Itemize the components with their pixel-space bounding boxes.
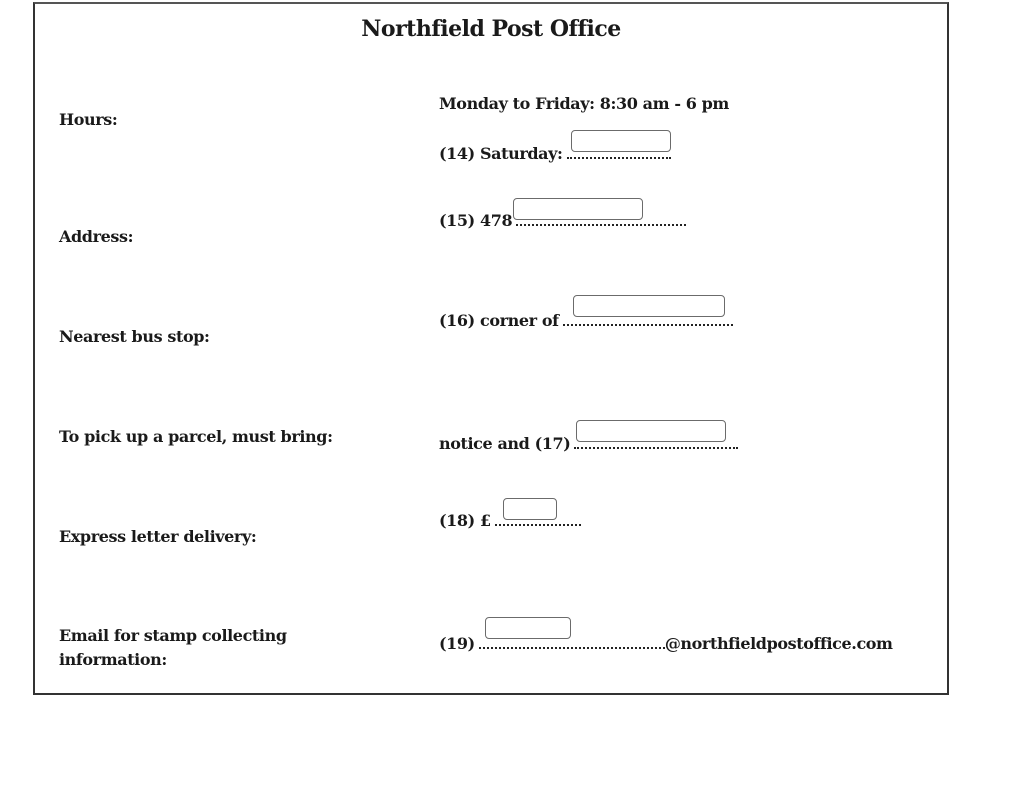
question-15-text: (15) 478 xyxy=(439,211,513,230)
question-16-text: (16) corner of xyxy=(439,311,559,330)
answer-box-16[interactable] xyxy=(573,295,725,317)
answer-box-15[interactable] xyxy=(513,198,643,220)
email-label: Email for stamp collecting information: xyxy=(59,626,287,669)
question-18-text: (18) £ xyxy=(439,511,491,530)
question-17-text: notice and (17) xyxy=(439,434,571,453)
answer-box-17[interactable] xyxy=(576,420,726,442)
bus-stop-label: Nearest bus stop: xyxy=(59,327,210,346)
parcel-label: To pick up a parcel, must bring: xyxy=(59,427,333,446)
email-domain-text: @northfieldpostoffice.com xyxy=(664,634,893,653)
address-label: Address: xyxy=(59,227,134,246)
answer-box-19[interactable] xyxy=(485,617,571,639)
answer-box-14[interactable] xyxy=(571,130,671,152)
post-office-form xyxy=(33,2,949,695)
weekday-hours-text: Monday to Friday: 8:30 am - 6 pm xyxy=(439,94,729,113)
hours-label: Hours: xyxy=(59,110,118,129)
form-title: Northfield Post Office xyxy=(361,16,621,42)
answer-box-18[interactable] xyxy=(503,498,557,520)
question-14-text: (14) Saturday: xyxy=(439,144,563,163)
express-label: Express letter delivery: xyxy=(59,527,257,546)
question-19-prefix: (19) xyxy=(439,634,475,653)
